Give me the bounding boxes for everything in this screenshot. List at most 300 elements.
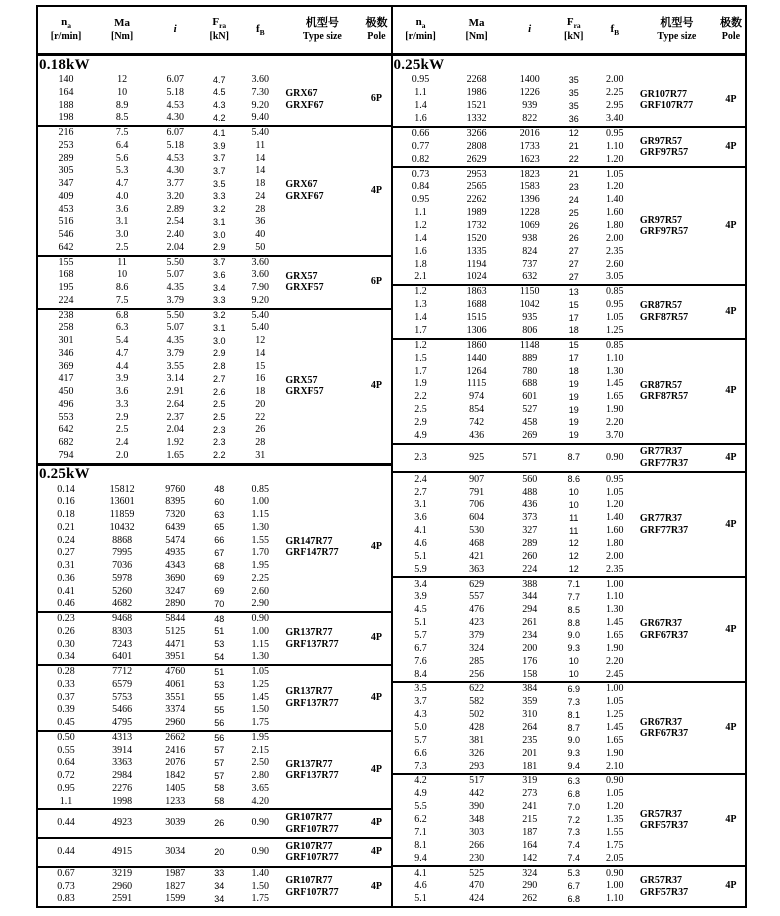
cell-na: 0.24 — [57, 534, 75, 546]
cell-i: 737 — [522, 258, 538, 270]
cell-i: 176 — [522, 655, 538, 667]
cell-fra: 9.3 — [567, 748, 580, 759]
cell-na: 7.6 — [414, 655, 427, 667]
cell-ma: 5978 — [112, 572, 133, 584]
cell-pole: 4P — [725, 384, 737, 396]
cell-fb: 0.85 — [606, 286, 624, 298]
cell-type-size: GRX57 GRXF57 — [285, 270, 324, 294]
cell-na: 2.5 — [414, 404, 427, 416]
cell-fra: 55 — [214, 692, 225, 703]
cell-na: 289 — [58, 152, 74, 164]
cell-i: 181 — [522, 760, 538, 772]
cell-ma: 4915 — [112, 846, 133, 858]
cell-fra: 18 — [568, 366, 579, 377]
cell-fb: 15 — [255, 360, 266, 372]
cell-fra: 55 — [214, 704, 225, 715]
cell-i: 4.53 — [166, 99, 184, 111]
cell-na: 238 — [58, 309, 74, 321]
cell-ma: 7243 — [112, 638, 133, 650]
cell-ma: 424 — [469, 893, 485, 905]
cell-i: 388 — [522, 578, 538, 590]
cell-type-size: GR107R77 GRF107R77 — [285, 840, 339, 864]
cell-na: 2.4 — [414, 473, 427, 485]
cell-i: 3690 — [165, 572, 186, 584]
cell-fb: 1.45 — [606, 721, 624, 733]
cell-fra: 8.7 — [567, 452, 580, 463]
cell-fra: 12 — [568, 564, 579, 575]
cell-na: 1.2 — [414, 286, 427, 298]
cell-ma: 8303 — [112, 625, 133, 637]
cell-type-size: GR57R37 GRF57R37 — [639, 808, 689, 832]
cell-fb: 24 — [255, 190, 266, 202]
spec-group — [393, 472, 746, 577]
table-row — [38, 484, 391, 497]
cell-i: 234 — [522, 629, 538, 641]
cell-fra: 3.4 — [212, 282, 226, 293]
cell-ma: 7036 — [112, 560, 133, 572]
cell-i: 290 — [522, 880, 538, 892]
cell-i: 2.64 — [166, 398, 184, 410]
cell-fb: 2.35 — [606, 563, 624, 575]
cell-fra: 12 — [568, 538, 579, 549]
cell-na: 1.1 — [59, 795, 73, 807]
cell-na: 3.5 — [414, 683, 427, 695]
cell-ma: 5753 — [112, 691, 133, 703]
cell-na: 347 — [58, 178, 74, 190]
cell-i: 9760 — [165, 483, 186, 495]
column-header-type-size: 机型号 Type size — [637, 7, 717, 55]
cell-fb: 3.60 — [251, 269, 270, 281]
spec-panel-right — [393, 7, 746, 906]
cell-type-size: GRX67 GRXF67 — [285, 88, 324, 111]
cell-fra: 7.4 — [567, 840, 580, 851]
cell-fb: 2.00 — [606, 74, 624, 86]
spec-group — [393, 577, 746, 682]
cell-fra: 2.3 — [212, 424, 226, 435]
cell-fra: 4.5 — [212, 87, 226, 98]
cell-ma: 2262 — [466, 194, 487, 206]
cell-ma: 12 — [117, 74, 128, 86]
cell-fra: 35 — [568, 74, 579, 85]
cell-ma: 2.0 — [115, 449, 129, 461]
cell-fb: 2.80 — [251, 770, 270, 782]
cell-fb: 1.30 — [251, 651, 270, 663]
cell-fra: 6.7 — [567, 880, 580, 891]
cell-fra: 35 — [568, 87, 579, 98]
spec-group — [393, 682, 746, 774]
cell-na: 3.6 — [414, 512, 427, 524]
column-header-fb: $f_B$ — [593, 7, 637, 55]
cell-ma: 502 — [469, 709, 485, 721]
cell-type-size: GR97R57 GRF97R57 — [639, 214, 689, 238]
cell-na: 216 — [58, 127, 74, 139]
table-row — [38, 809, 391, 838]
cell-fra: 7.4 — [567, 853, 580, 864]
cell-fra: 6.8 — [567, 893, 580, 904]
cell-i: 3374 — [165, 704, 186, 716]
table-row — [393, 127, 746, 141]
cell-na: 198 — [58, 112, 74, 124]
column-header-fb: $f_B$ — [238, 7, 282, 55]
cell-ma: 1335 — [466, 245, 487, 257]
cell-fra: 19 — [568, 417, 579, 428]
cell-ma: 324 — [469, 642, 485, 654]
spec-group — [393, 774, 746, 866]
cell-ma: 2268 — [466, 74, 487, 86]
cell-fra: 2.2 — [212, 450, 226, 461]
cell-fb: 2.50 — [251, 757, 270, 769]
cell-na: 5.0 — [414, 721, 427, 733]
cell-fra: 26 — [568, 233, 579, 244]
cell-na: 3.4 — [414, 578, 427, 590]
cell-na: 9.4 — [414, 852, 427, 864]
cell-fra: 9.4 — [567, 761, 580, 772]
cell-type-size: GR137R77 GRF137R77 — [285, 627, 339, 650]
cell-fb: 0.85 — [606, 339, 624, 351]
cell-ma: 3914 — [112, 744, 133, 756]
cell-i: 2960 — [165, 717, 186, 729]
cell-fra: 19 — [568, 391, 579, 402]
cell-i: 260 — [522, 550, 538, 562]
cell-fb: 2.60 — [251, 585, 270, 597]
cell-na: 5.1 — [414, 550, 427, 562]
cell-fra: 3.2 — [212, 204, 226, 215]
cell-ma: 470 — [469, 880, 485, 892]
cell-ma: 5.4 — [115, 335, 129, 347]
cell-fb: 1.90 — [606, 642, 624, 654]
cell-i: 3.14 — [166, 373, 184, 385]
cell-ma: 303 — [469, 826, 485, 838]
cell-i: 5.18 — [166, 140, 184, 151]
cell-fb: 14 — [255, 165, 266, 177]
cell-i: 632 — [522, 271, 538, 283]
cell-fb: 11 — [255, 140, 266, 151]
cell-fra: 63 — [214, 509, 225, 520]
cell-i: 4.35 — [166, 282, 184, 294]
cell-fra: 26 — [214, 817, 225, 828]
cell-ma: 442 — [469, 788, 485, 800]
table-row — [393, 339, 746, 353]
spec-group — [393, 74, 746, 126]
cell-fra: 27 — [568, 259, 579, 270]
cell-fb: 2.25 — [606, 87, 624, 99]
cell-na: 794 — [58, 449, 74, 461]
cell-ma: 525 — [469, 867, 485, 879]
cell-fb: 3.60 — [251, 74, 270, 86]
cell-i: 2662 — [165, 732, 186, 743]
cell-fb: 1.70 — [251, 547, 270, 559]
cell-fb: 1.00 — [251, 496, 270, 508]
cell-na: 2.3 — [414, 451, 427, 463]
cell-fb: 1.65 — [606, 629, 624, 641]
cell-fb: 1.95 — [251, 732, 270, 743]
cell-fb: 1.40 — [606, 194, 624, 206]
cell-i: 780 — [522, 365, 538, 377]
cell-fra: 10 — [568, 656, 579, 667]
cell-fra: 3.1 — [212, 323, 226, 334]
cell-i: 1623 — [519, 153, 540, 165]
cell-ma: 11 — [117, 256, 127, 268]
cell-na: 3.1 — [414, 499, 427, 511]
cell-na: 1.6 — [414, 113, 427, 124]
cell-ma: 6.4 — [115, 140, 129, 151]
cell-fb: 1.10 — [606, 352, 624, 364]
cell-fra: 54 — [214, 651, 225, 662]
cell-na: 1.1 — [414, 87, 427, 99]
cell-na: 1.4 — [414, 312, 427, 324]
cell-ma: 854 — [469, 404, 485, 416]
cell-fb: 7.30 — [251, 86, 270, 98]
cell-na: 450 — [58, 386, 74, 398]
cell-fra: 4.2 — [212, 112, 226, 123]
cell-na: 0.30 — [57, 638, 75, 650]
cell-na: 553 — [58, 411, 74, 423]
cell-fb: 1.25 — [606, 324, 624, 336]
cell-fb: 1.30 — [251, 521, 270, 533]
cell-i: 560 — [522, 473, 538, 485]
table-row — [393, 866, 746, 880]
cell-ma: 706 — [469, 499, 485, 511]
cell-fra: 2.9 — [212, 348, 226, 359]
cell-fra: 19 — [568, 430, 579, 441]
cell-ma: 1863 — [466, 286, 487, 298]
cell-fra: 7.0 — [567, 801, 580, 812]
cell-fb: 1.30 — [606, 604, 624, 616]
cell-fb: 1.05 — [606, 696, 624, 708]
cell-i: 1226 — [519, 87, 540, 99]
cell-fra: 34 — [214, 881, 225, 892]
cell-na: 1.5 — [414, 352, 427, 364]
cell-ma: 10432 — [109, 521, 135, 533]
cell-fb: 28 — [255, 436, 266, 448]
cell-i: 6439 — [165, 521, 186, 533]
table-row — [393, 74, 746, 87]
cell-fb: 3.65 — [251, 782, 270, 794]
cell-type-size: GR87R57 GRF87R57 — [639, 300, 689, 323]
cell-fra: 51 — [214, 626, 225, 637]
cell-ma: 622 — [469, 683, 485, 695]
cell-fra: 20 — [214, 846, 225, 857]
cell-ma: 2808 — [466, 140, 487, 152]
cell-i: 215 — [522, 814, 538, 826]
spec-group — [393, 127, 746, 168]
cell-fra: 22 — [568, 154, 579, 165]
cell-na: 168 — [58, 269, 74, 281]
cell-fb: 40 — [255, 229, 266, 241]
cell-i: 319 — [522, 775, 538, 787]
cell-fb: 14 — [255, 152, 266, 164]
section-title: 0.25kW — [393, 56, 445, 73]
cell-type-size: GR107R77 GRF107R77 — [639, 88, 694, 112]
cell-fra: 56 — [214, 732, 225, 743]
section-title-row — [393, 55, 746, 75]
cell-i: 1042 — [519, 299, 540, 311]
cell-ma: 13601 — [109, 496, 135, 508]
cell-fb: 14 — [255, 347, 266, 359]
cell-fb: 1.10 — [606, 893, 624, 905]
column-header-i: i — [505, 7, 555, 55]
cell-fb: 2.90 — [251, 598, 270, 610]
cell-ma: 1332 — [466, 113, 487, 124]
cell-i: 6.07 — [166, 127, 184, 139]
cell-fb: 1.05 — [606, 486, 624, 498]
cell-pole: 4P — [370, 880, 383, 892]
cell-fra: 36 — [568, 113, 579, 124]
cell-i: 3.20 — [166, 190, 184, 202]
cell-fra: 3.0 — [212, 229, 226, 240]
cell-fra: 12 — [568, 551, 579, 562]
cell-i: 3.79 — [166, 294, 184, 306]
cell-fb: 1.05 — [606, 788, 624, 800]
cell-na: 453 — [58, 203, 74, 215]
cell-ma: 1194 — [466, 258, 487, 270]
cell-fb: 1.00 — [251, 625, 270, 637]
cell-i: 1583 — [519, 181, 540, 193]
cell-ma: 6.8 — [115, 309, 129, 321]
cell-fb: 3.60 — [251, 256, 270, 268]
cell-ma: 604 — [469, 512, 485, 524]
cell-pole: 4P — [370, 541, 383, 553]
cell-type-size: GR137R77 GRF137R77 — [285, 686, 339, 709]
cell-ma: 1986 — [466, 87, 487, 99]
cell-fb: 2.20 — [606, 655, 624, 667]
cell-ma: 9468 — [112, 613, 133, 625]
cell-na: 0.39 — [57, 704, 75, 716]
cell-ma: 4.4 — [115, 360, 129, 372]
cell-na: 0.73 — [411, 168, 430, 180]
spec-table-right — [393, 7, 746, 906]
cell-ma: 6579 — [112, 678, 133, 690]
cell-i: 2.54 — [166, 216, 184, 228]
cell-fra: 27 — [568, 246, 579, 257]
cell-i: 2416 — [165, 744, 186, 756]
cell-i: 3551 — [165, 691, 186, 703]
cell-fb: 1.25 — [606, 709, 624, 721]
cell-i: 269 — [522, 429, 538, 441]
cell-i: 935 — [522, 312, 538, 324]
cell-fra: 4.7 — [212, 74, 226, 85]
column-header-i: i — [150, 7, 200, 55]
cell-i: 164 — [522, 839, 538, 851]
cell-na: 3.7 — [414, 696, 427, 708]
cell-na: 4.6 — [414, 880, 427, 892]
cell-i: 158 — [522, 668, 538, 680]
cell-fra: 3.0 — [212, 335, 226, 346]
cell-na: 0.95 — [411, 74, 430, 86]
section-title-row — [38, 55, 391, 75]
cell-fra: 48 — [214, 484, 225, 495]
cell-na: 5.1 — [414, 617, 427, 629]
spec-group — [38, 838, 391, 867]
cell-na: 0.55 — [57, 744, 75, 756]
cell-ma: 348 — [469, 814, 485, 826]
cell-fra: 8.7 — [567, 722, 580, 733]
cell-ma: 10 — [117, 86, 128, 98]
cell-na: 516 — [58, 216, 74, 228]
cell-i: 4.35 — [166, 335, 184, 347]
cell-ma: 3219 — [112, 867, 133, 879]
cell-fra: 57 — [214, 758, 225, 768]
cell-fra: 3.1 — [212, 216, 226, 227]
cell-fb: 20 — [255, 398, 266, 410]
cell-na: 258 — [58, 322, 74, 334]
section-title: 0.18kW — [39, 56, 90, 73]
cell-fra: 26 — [568, 220, 579, 231]
cell-ma: 10 — [117, 269, 128, 281]
cell-na: 0.77 — [411, 140, 430, 152]
cell-ma: 629 — [469, 578, 485, 590]
cell-i: 200 — [522, 642, 538, 654]
cell-i: 2.37 — [166, 411, 184, 423]
cell-i: 1.92 — [166, 436, 184, 448]
cell-ma: 974 — [469, 391, 485, 403]
cell-na: 409 — [58, 190, 74, 202]
cell-fb: 1.20 — [606, 153, 624, 165]
cell-fra: 51 — [214, 666, 225, 677]
spec-group — [393, 339, 746, 444]
cell-i: 241 — [522, 801, 538, 813]
cell-pole: 4P — [725, 518, 737, 530]
cell-fb: 1.35 — [606, 814, 624, 826]
cell-fb: 0.90 — [251, 817, 270, 829]
cell-fb: 1.55 — [251, 534, 270, 546]
cell-pole: 4P — [370, 817, 383, 829]
cell-na: 642 — [58, 424, 74, 436]
cell-i: 4.30 — [166, 112, 184, 124]
cell-fra: 57 — [214, 745, 225, 756]
cell-na: 4.5 — [414, 604, 427, 616]
cell-fb: 1.40 — [251, 867, 270, 879]
cell-na: 0.44 — [57, 846, 75, 858]
cell-fb: 0.95 — [606, 127, 624, 139]
table-row — [393, 774, 746, 788]
cell-fb: 31 — [255, 449, 266, 461]
cell-fb: 1.20 — [606, 181, 624, 193]
cell-ma: 2.4 — [115, 436, 129, 448]
cell-i: 1396 — [519, 194, 540, 206]
cell-pole: 4P — [725, 305, 737, 317]
cell-ma: 907 — [469, 473, 485, 485]
cell-i: 527 — [522, 404, 538, 416]
gearmotor-spec-table — [36, 5, 747, 908]
cell-fra: 6.8 — [567, 788, 580, 799]
cell-ma: 326 — [469, 747, 485, 759]
cell-ma: 742 — [469, 416, 485, 428]
column-header-na: $n_a$ [r/min] — [393, 7, 449, 55]
cell-fra: 34 — [214, 893, 225, 904]
cell-na: 5.9 — [414, 563, 427, 575]
cell-type-size: GR107R77 GRF107R77 — [285, 875, 339, 898]
cell-i: 2.04 — [166, 241, 184, 253]
cell-fb: 1.65 — [606, 391, 624, 403]
cell-pole: 6P — [370, 275, 383, 287]
cell-ma: 517 — [469, 775, 485, 787]
cell-ma: 5.3 — [115, 165, 129, 177]
cell-fb: 22 — [255, 411, 266, 423]
cell-fra: 13 — [568, 286, 579, 297]
cell-fra: 15 — [568, 299, 579, 310]
cell-pole: 4P — [725, 814, 737, 826]
cell-ma: 390 — [469, 801, 485, 813]
cell-i: 938 — [522, 232, 538, 244]
cell-na: 0.46 — [57, 598, 75, 610]
cell-i: 324 — [522, 867, 538, 879]
cell-ma: 7.5 — [115, 294, 129, 306]
cell-ma: 5260 — [112, 585, 133, 597]
cell-fb: 0.90 — [251, 613, 270, 625]
cell-i: 601 — [522, 391, 538, 403]
cell-fra: 58 — [214, 796, 225, 807]
